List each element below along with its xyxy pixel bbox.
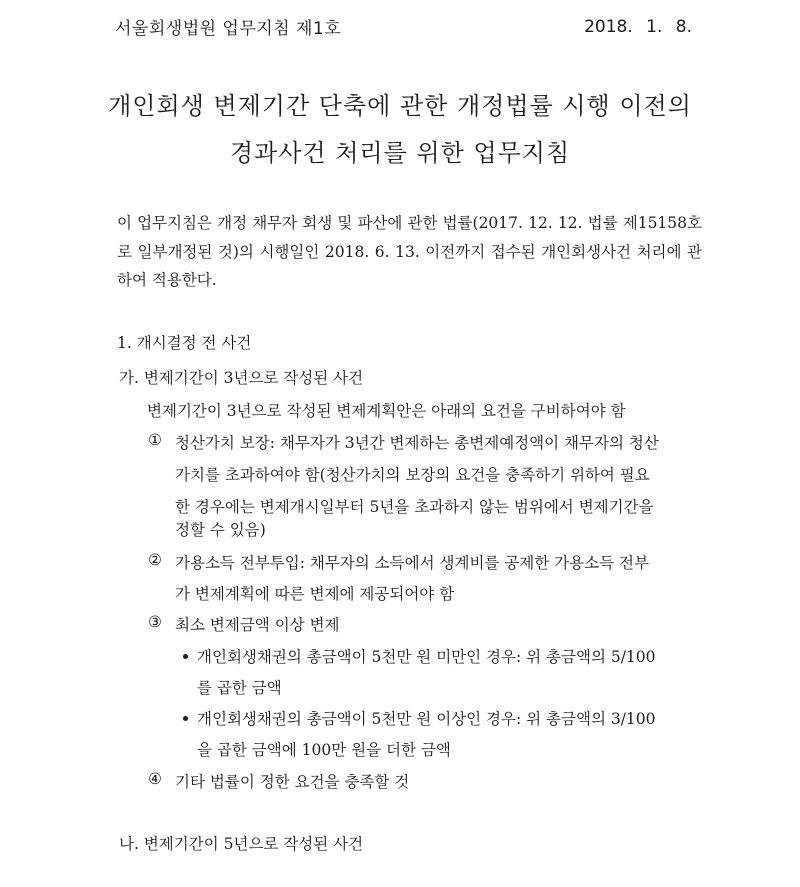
intro-paragraph: 이 업무지침은 개정 채무자 회생 및 파산에 관한 법률(2017. 12. 12. 법률 제15158호로 일부개정된 것)의 시행일인 2018. 6. 13. 이전까지 접수된 개인회생사건 처리에 관하여 적용한다. [117,214,702,289]
document-title-line-2: 경과사건 처리를 위한 업무지침 [229,139,571,167]
subsection-a-lead: 변제기간이 3년으로 작성된 변제계획안은 아래의 요건을 구비하여야 함 [147,402,626,420]
item-1-line-2: 가치를 초과하여야 함(청산가치의 보장의 요건을 충족하기 위하여 필요 [175,466,650,484]
item-3-line-1: 최소 변제금액 이상 변제 [175,616,340,634]
notice-date: 2018. 1. 8. [584,17,692,37]
item-1-line-4: 정할 수 있음) [175,521,266,539]
item-4-marker: ④ [148,770,162,788]
item-1-line-3: 한 경우에는 변제개시일부터 5년을 초과하지 않는 범위에서 변제기간을 [175,498,654,516]
bullet-2-line-2: 을 곱한 금액에 100만 원을 더한 금액 [197,741,451,759]
item-2-line-1: 가용소득 전부투입: 채무자의 소득에서 생계비를 공제한 가용소득 전부 [175,554,649,572]
notice-number: 서울회생법원 업무지침 제1호 [115,19,342,39]
item-3-marker: ③ [148,613,162,631]
bullet-2-icon [183,716,188,721]
section-1-heading: 1. 개시결정 전 사건 [117,334,252,352]
item-2-marker: ② [148,551,162,569]
item-2-line-2: 가 변제계획에 따른 변제에 제공되어야 함 [175,585,455,603]
bullet-1-line-1: 개인회생채권의 총금액이 5천만 원 미만인 경우: 위 총금액의 5/100 [197,648,656,666]
bullet-2-line-1: 개인회생채권의 총금액이 5천만 원 이상인 경우: 위 총금액의 3/100 [197,710,656,728]
bullet-1-icon [183,654,188,659]
subsection-b-heading: 나. 변제기간이 5년으로 작성된 사건 [119,835,364,853]
item-1-line-1: 청산가치 보장: 채무자가 3년간 변제하는 총변제예정액이 채무자의 청산 [175,434,659,452]
subsection-a-heading: 가. 변제기간이 3년으로 작성된 사건 [119,369,364,387]
item-4-line-1: 기타 법률이 정한 요건을 충족할 것 [175,773,410,791]
item-1-marker: ① [148,431,162,449]
document-title-line-1: 개인회생 변제기간 단축에 관한 개정법률 시행 이전의 [108,92,692,120]
bullet-1-line-2: 를 곱한 금액 [197,679,282,697]
